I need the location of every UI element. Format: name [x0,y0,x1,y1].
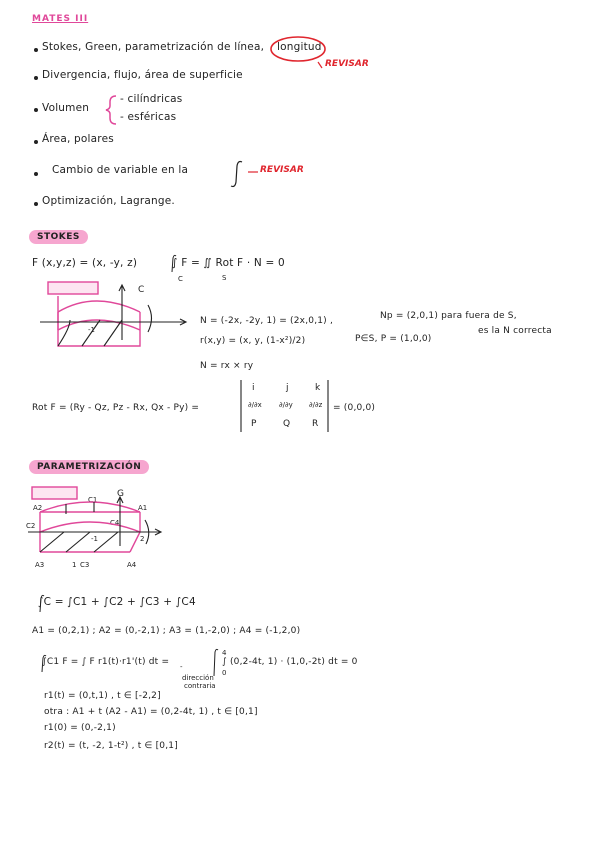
otra-eq: otra : A1 + t (A2 - A1) = (0,2-4t, 1) , t ∈ [0,1] [44,707,258,717]
det-i: i [252,383,255,393]
revisar-note-1: REVISAR [325,59,369,69]
integral-lower-limit: 0 [222,669,227,677]
det-p: P [251,419,257,429]
stokes-theorem: ∫ F = ∬ Rot F · N = 0 [172,257,285,269]
r1-eq: r1(t) = (0,t,1) , t ∈ [-2,2] [44,691,161,701]
integral-upper-limit: 4 [222,649,227,657]
topic-stokes-green: Stokes, Green, parametrización de línea, [42,41,265,53]
label-one: 1 [72,561,77,569]
theorem-c-sub: C [178,275,183,283]
label-two: 2 [140,535,145,543]
points-list: A1 = (0,2,1) ; A2 = (0,-2,1) ; A3 = (1,-2,0) ; A4 = (-1,2,0) [32,626,301,636]
stokes-np-note: es la N correcta [478,326,552,336]
topic-cilindricas: - cilíndricas [120,93,183,105]
label-c4-inner: C4 [110,519,120,527]
circle-mark [271,37,325,61]
stokes-r-eq: r(x,y) = (x, y, (1-x²)/2) [200,336,306,346]
dir-note-1: dirección [182,674,214,682]
label-c3: C3 [80,561,90,569]
dir-note-2: contraria [184,682,216,690]
topic-longitud-circled: longitud [277,41,322,53]
det-r: R [312,419,319,429]
param-heading: PARAMETRIZACIÓN [29,460,149,474]
label-c1: C1 [88,496,98,504]
det-dz: ∂/∂z [309,401,323,409]
minus-sign: - [180,663,183,671]
topic-esfericas: - esféricas [120,111,177,123]
stokes-n-cross: N = rx × ry [200,361,254,371]
topic-cambio-variable: Cambio de variable en la [52,164,189,176]
stokes-pes: P∈S, P = (1,0,0) [355,334,432,344]
rot-lhs: Rot F = (Ry - Qz, Pz - Rx, Qx - Py) = [32,403,200,413]
label-a2: A2 [33,504,43,512]
topic-divergencia: Divergencia, flujo, área de superficie [42,69,243,81]
r1-0-eq: r1(0) = (0,-2,1) [44,723,116,733]
label-g: G [117,489,124,499]
r2-eq: r2(t) = (t, -2, 1-t²) , t ∈ [0,1] [44,741,178,751]
label-c2: C2 [26,522,36,530]
revisar-arrow-1 [318,62,322,68]
stokes-axis-minus1: -1 [88,326,95,334]
param-diagram [28,487,161,552]
theorem-s-sub: S [222,274,227,282]
label-a1: A1 [138,504,148,512]
topic-optimizacion: Optimización, Lagrange. [42,195,175,207]
topic-volumen: Volumen [42,102,90,114]
det-j: j [286,383,289,393]
page-title: MATES III [32,14,89,24]
topic-area-polares: Área, polares [42,133,114,145]
det-dx: ∂/∂x [248,401,262,409]
rot-rhs: = (0,0,0) [333,403,376,413]
det-dy: ∂/∂y [279,401,293,409]
stokes-diagram [40,282,186,346]
revisar-note-2: REVISAR [260,165,304,175]
stokes-np-eq: Np = (2,0,1) para fuera de S, [380,311,517,321]
label-a3: A3 [35,561,45,569]
stokes-field: F (x,y,z) = (x, -y, z) [32,257,138,269]
stokes-heading: STOKES [29,230,88,244]
label-a4: A4 [127,561,137,569]
brace [106,96,116,124]
integral-sign [231,162,242,187]
box-label-frame [48,282,98,294]
integral-rhs: ∫ (0,2-4t, 1) · (1,0,-2t) dt = 0 [222,657,358,667]
det-q: Q [283,419,291,429]
stokes-n-eq: N = (-2x, -2y, 1) = (2x,0,1) , [200,316,334,326]
integral-lhs: ∫C1 F = ∫ F r1(t)·r1'(t) dt = [42,657,170,667]
param-box-frame [32,487,77,499]
stokes-c-label: C [138,285,145,295]
label-minus1: -1 [91,535,98,543]
sum-integrals: ∫C = ∫C1 + ∫C2 + ∫C3 + ∫C4 [38,596,196,608]
det-k: k [315,383,321,393]
